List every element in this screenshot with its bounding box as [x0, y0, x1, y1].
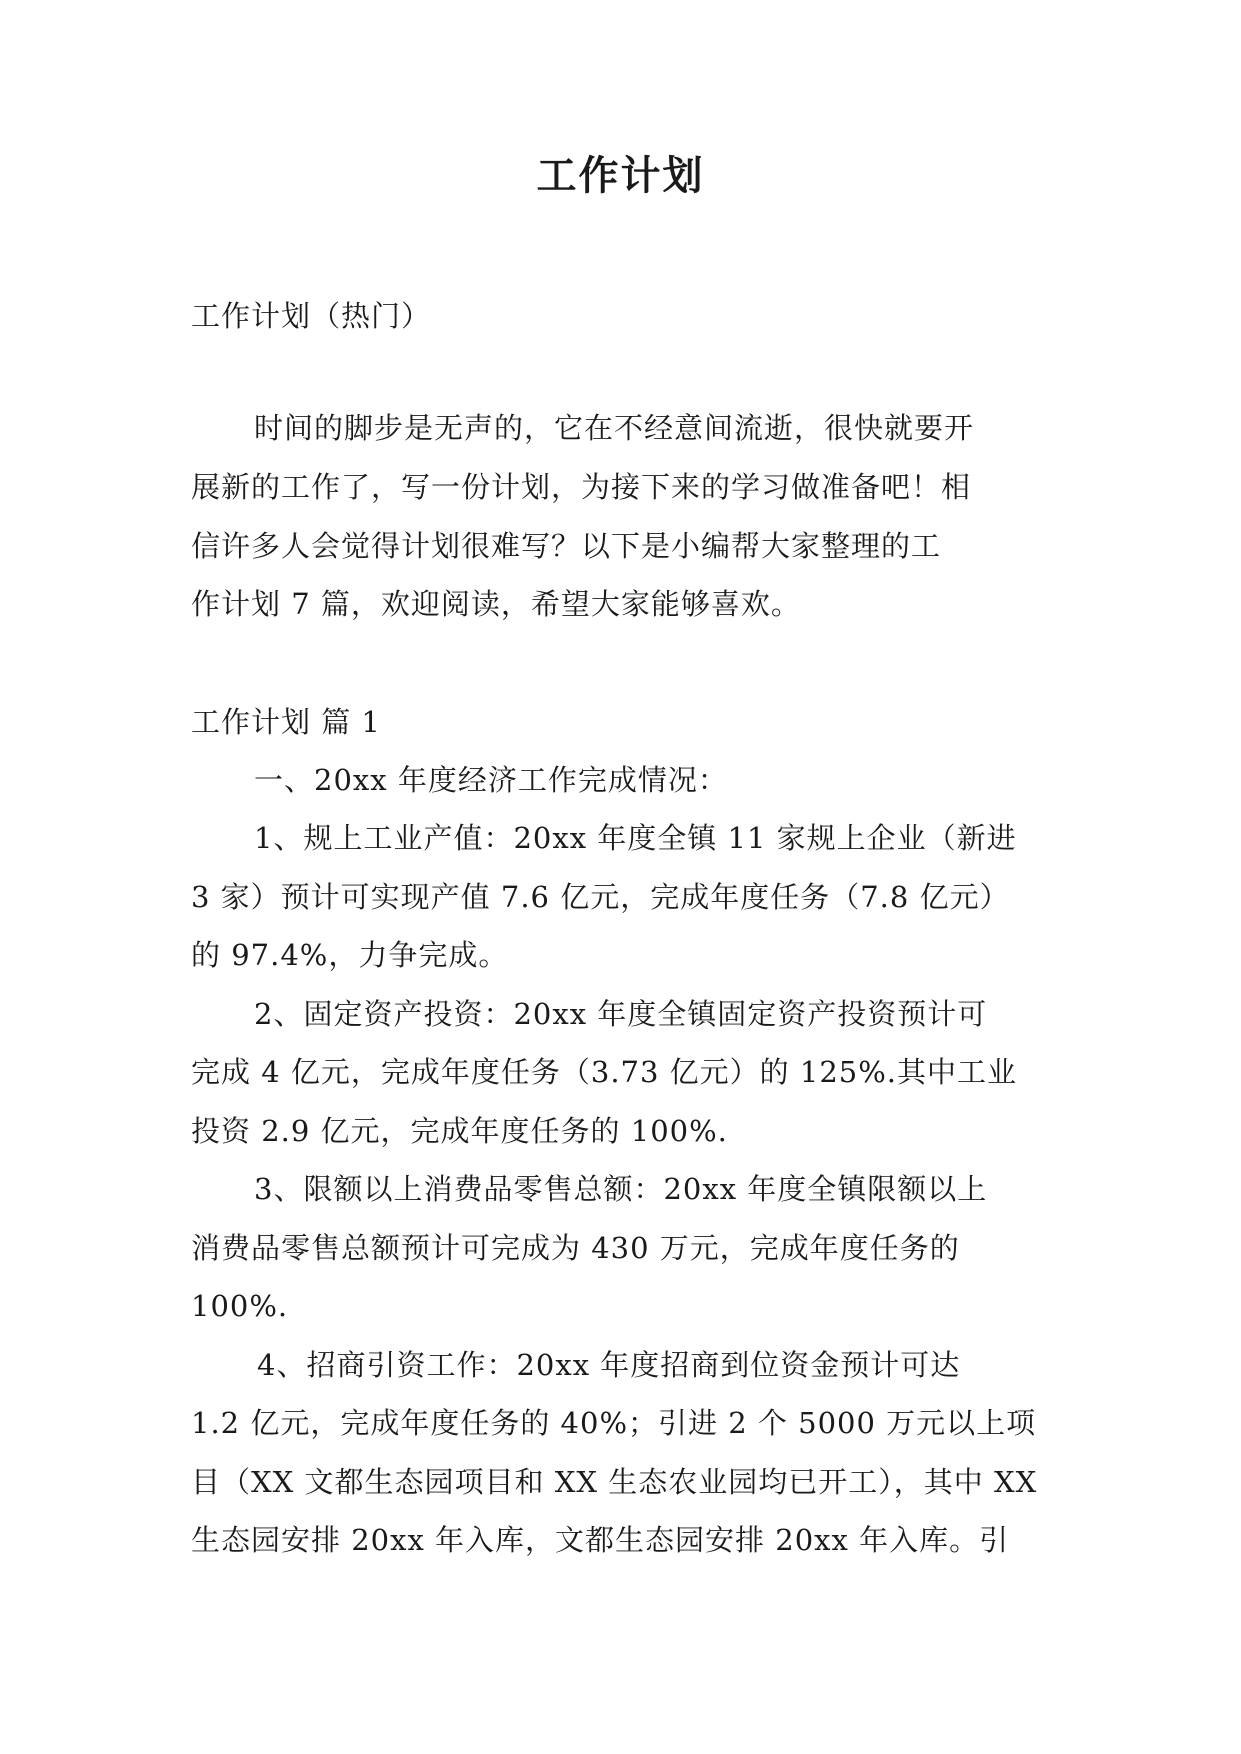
body-line: 消费品零售总额预计可完成为 430 万元，完成年度任务的 [191, 1231, 960, 1265]
intro-paragraph-line: 时间的脚步是无声的，它在不经意间流逝，很快就要开 [254, 411, 975, 445]
body-line: 4、招商引资工作：20xx 年度招商到位资金预计可达 [257, 1348, 961, 1382]
body-line: 2、固定资产投资：20xx 年度全镇固定资产投资预计可 [254, 997, 988, 1031]
intro-paragraph-line: 作计划 7 篇，欢迎阅读，希望大家能够喜欢。 [191, 587, 801, 621]
section-heading: 工作计划 篇 1 [191, 705, 381, 739]
body-line: 生态园安排 20xx 年入库，文都生态园安排 20xx 年入库。引 [191, 1523, 1010, 1557]
intro-paragraph-line: 信许多人会觉得计划很难写？以下是小编帮大家整理的工 [191, 529, 942, 563]
body-line: 完成 4 亿元，完成年度任务（3.73 亿元）的 125%.其中工业 [191, 1055, 1018, 1089]
document-subtitle: 工作计划（热门） [191, 299, 432, 333]
body-line: 目（XX 文都生态园项目和 XX 生态农业园均已开工），其中 XX [191, 1465, 1038, 1499]
body-line: 1、规上工业产值：20xx 年度全镇 11 家规上企业（新进 [254, 821, 1017, 855]
body-line: 3、限额以上消费品零售总额：20xx 年度全镇限额以上 [254, 1172, 988, 1206]
body-line: 的 97.4%，力争完成。 [191, 938, 509, 972]
intro-paragraph-line: 展新的工作了，写一份计划，为接下来的学习做准备吧！相 [191, 470, 972, 504]
document-title: 工作计划 [536, 153, 705, 199]
body-line: 一、20xx 年度经济工作完成情况： [254, 763, 728, 797]
body-line: 1.2 亿元，完成年度任务的 40%；引进 2 个 5000 万元以上项 [191, 1406, 1037, 1440]
body-line: 100%. [191, 1289, 289, 1323]
body-line: 3 家）预计可实现产值 7.6 亿元，完成年度任务（7.8 亿元） [191, 880, 1010, 914]
body-line: 投资 2.9 亿元，完成年度任务的 100%. [191, 1114, 728, 1148]
